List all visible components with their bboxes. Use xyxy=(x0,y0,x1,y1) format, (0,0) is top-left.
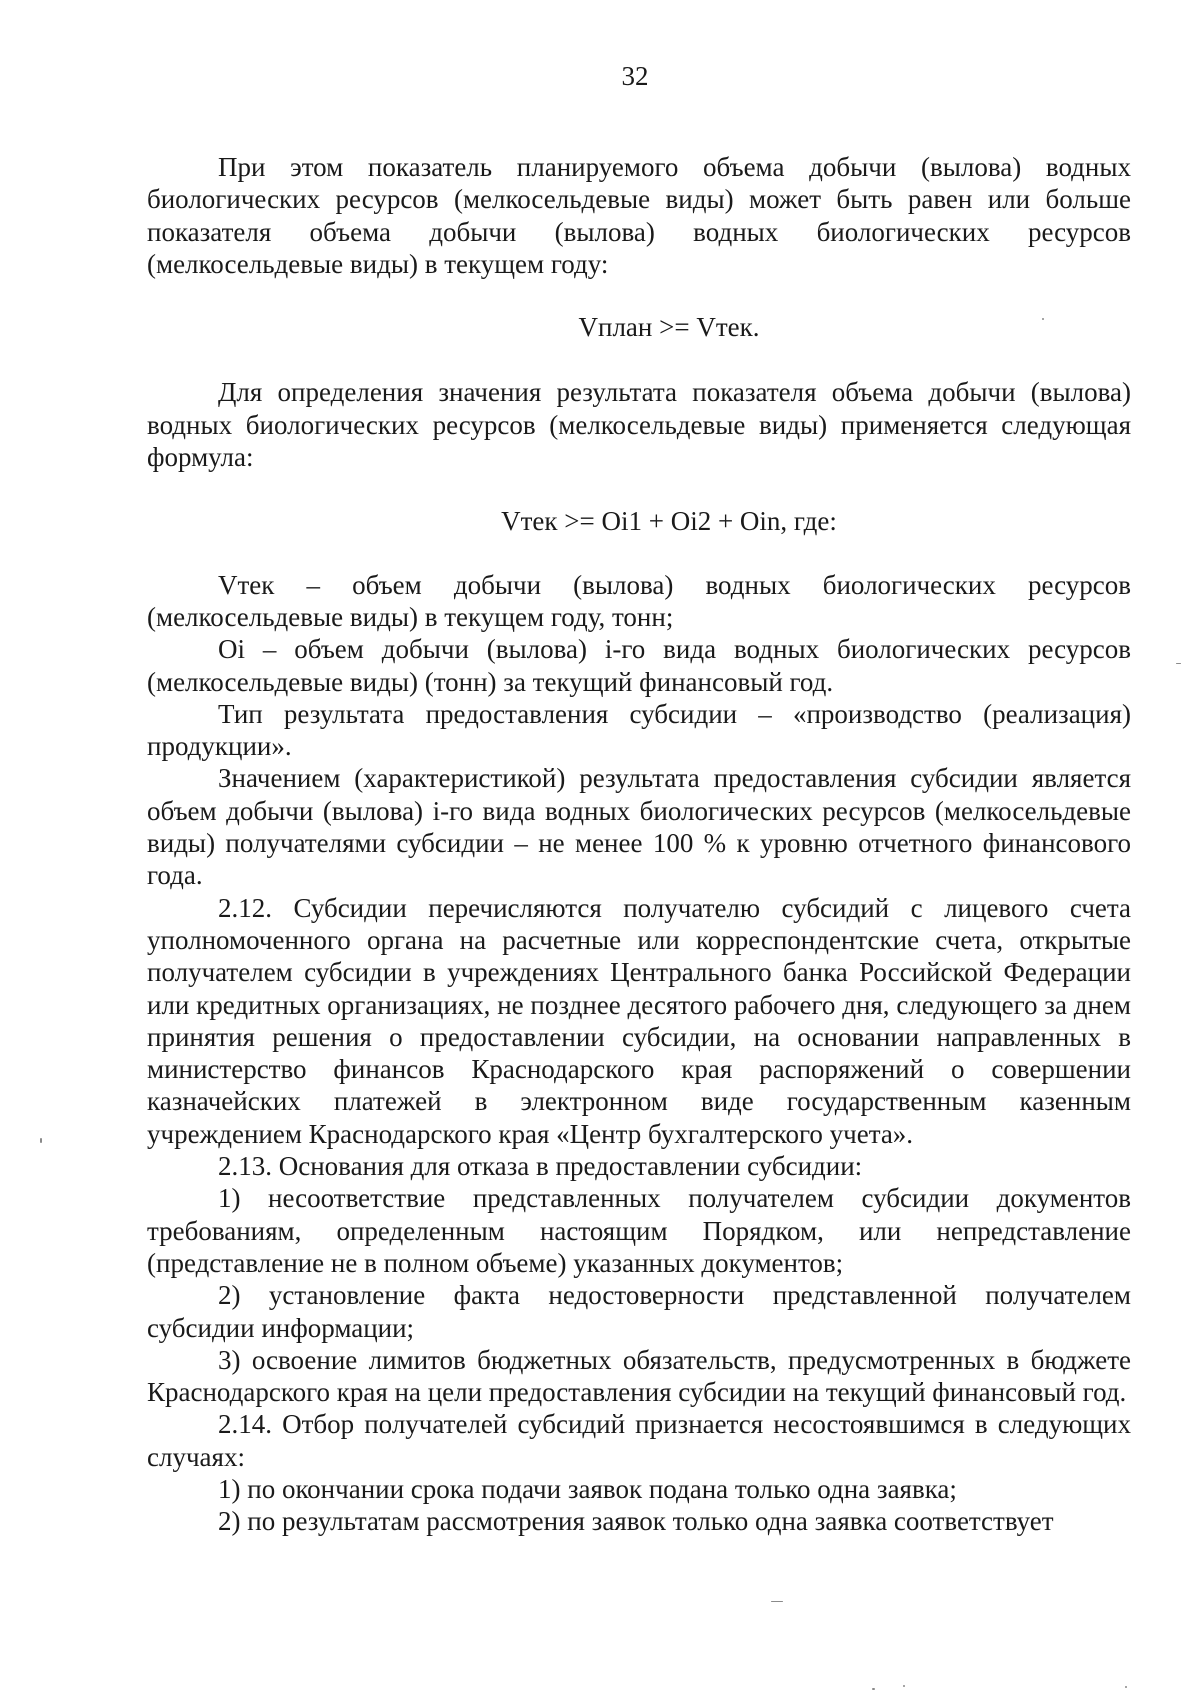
list-item-2-14-1: 1) по окончании срока подачи заявок подана только одна заявка; xyxy=(218,1473,957,1504)
document-body xyxy=(147,151,1131,1538)
paragraph-indicator-condition: При этом показатель планируемого объема добычи (вылова) водных биологических ресурсов (мелкосельдевые виды) может быть равен или больше показателя объема добычи (вылова) водных биологических ресурсов (мелкосельдевые виды) в текущем году: xyxy=(147,152,1131,279)
paragraph-formula-intro: Для определения значения результата показателя объема добычи (вылова) водных биологических ресурсов (мелкосельдевые виды) применяется следующая формула: xyxy=(147,377,1131,473)
paragraph-2-14: 2.14. Отбор получателей субсидий признается несостоявшимся в следующих случаях: xyxy=(147,1409,1131,1472)
paragraph-2-12: 2.12. Субсидии перечисляются получателю субсидий с лицевого счета уполномоченного органа на расчетные или корреспондентские счета, открытые получателем субсидии в учреждениях Центрального банка Российской Федерации или кредитных организациях, не позднее десятого рабочего дня, следующего за днем принятия решения о предоставлении субсидии, на основании направленных в министерство финансов Краснодарского края распоряжений о совершении казначейских платежей в электронном виде государственным казенным учреждением Краснодарского края «Центр бухгалтерского учета». xyxy=(147,892,1131,1149)
scan-speck xyxy=(1176,663,1181,664)
definition-vtek: Vтек – объем добычи (вылова) водных биологических ресурсов (мелкосельдевые виды) в текущем году, тонн; xyxy=(147,569,1131,632)
scan-speck xyxy=(40,1138,42,1143)
formula-plan-vs-current: Vплан >= Vтек. xyxy=(578,312,760,343)
paragraph-result-type: Тип результата предоставления субсидии – «производство (реализация) продукции». xyxy=(147,698,1131,762)
paragraph-result-value: Значением (характеристикой) результата предоставления субсидии является объем добычи (вылова) i-го вида водных биологических ресурсов (мелкосельдевые виды) получателями субсидии – не менее 100 % к уровню отчетного финансового года. xyxy=(147,763,1131,891)
formula-current-volume: Vтек >= Oi1 + Oi2 + Oin, где: xyxy=(501,506,837,537)
list-item-2-13-1: 1) несоответствие представленных получателем субсидии документов требованиям, определенным настоящим Порядком, или непредставление (представление не в полном объеме) указанных документов; xyxy=(147,1183,1131,1278)
paragraph-2-13: 2.13. Основания для отказа в предоставлении субсидии: xyxy=(218,1151,863,1182)
list-item-2-13-2: 2) установление факта недостоверности представленной получателем субсидии информации; xyxy=(147,1280,1131,1343)
definition-oi: Oi – объем добычи (вылова) i-го вида водных биологических ресурсов (мелкосельдевые виды) (тонн) за текущий финансовый год. xyxy=(147,634,1131,697)
scan-speck xyxy=(1042,318,1044,320)
scan-speck xyxy=(903,1685,905,1687)
list-item-2-13-3: 3) освоение лимитов бюджетных обязательств, предусмотренных в бюджете Краснодарского края на цели предоставления субсидии на текущий финансовый год. xyxy=(147,1344,1131,1408)
scan-speck xyxy=(872,1688,875,1690)
page-number: 32 xyxy=(621,61,649,91)
list-item-2-14-2: 2) по результатам рассмотрения заявок только одна заявка соответствует xyxy=(218,1506,1054,1537)
scan-speck xyxy=(771,1601,783,1602)
scan-speck xyxy=(1125,1686,1127,1688)
